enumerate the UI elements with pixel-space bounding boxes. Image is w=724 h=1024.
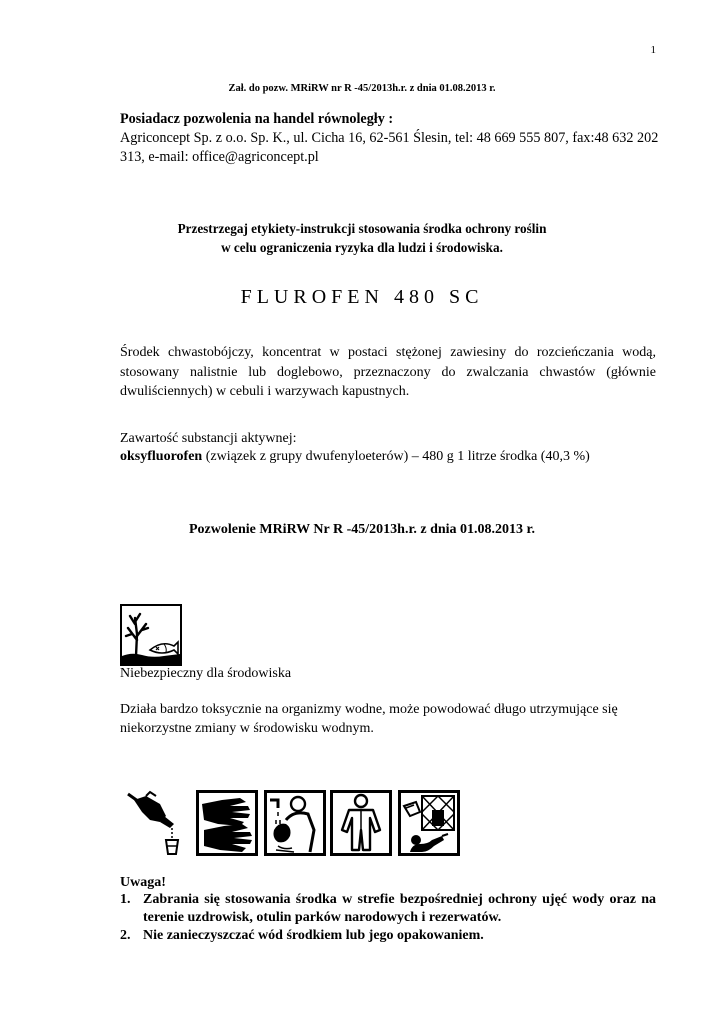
label-warning — [0, 219, 724, 257]
pour-concentrate-icon — [120, 790, 190, 858]
permit-number: Pozwolenie MRiRW Nr R -45/2013h.r. z dnia 01.08.2013 r. — [188, 522, 535, 537]
active-substance-label: Zawartość substancji aktywnej: — [120, 431, 297, 446]
dead-tree-fish-icon — [120, 604, 182, 666]
active-substance-name: oksyfluorofen — [120, 449, 203, 464]
list-item-text: Nie zanieczyszczać wód środkiem lub jego opakowaniem. — [143, 928, 484, 943]
uwaga-list — [120, 891, 656, 945]
holder-title: Posiadacz pozwolenia na handel równoległy : — [120, 111, 394, 127]
wash-after-use-icon — [264, 790, 326, 856]
list-item — [120, 891, 656, 927]
warning-line-1: Przestrzegaj etykiety-instrukcji stosowania środka ochrony roślin — [177, 221, 547, 236]
wear-protective-clothing-icon — [330, 790, 392, 856]
page-number: 1 — [650, 44, 656, 56]
holder-details: Agriconcept Sp. z o.o. Sp. K., ul. Cicha 16, 62-561 Ślesin, tel: 48 669 555 807, fax:48 632 202 313, e-mail: office@agriconcept.pl — [120, 130, 659, 165]
keep-locked-away-from-children-icon — [398, 790, 460, 856]
list-item-number: 1. — [120, 892, 131, 907]
product-name: FLUROFEN 480 SC — [240, 286, 484, 308]
hazard-statement: Działa bardzo toksycznie na organizmy wodne, może powodować długo utrzymujące się niekorzystne zmiany w środowisku wodnym. — [120, 702, 618, 736]
active-substance-line — [120, 449, 590, 465]
active-substance-details: (związek z grupy dwufenyloeterów) – 480 g 1 litrze środka (40,3 %) — [205, 449, 590, 464]
product-description: Środek chwastobójczy, koncentrat w postaci stężonej zawiesiny do rozcieńczania wodą, stosowany nalistnie lub doglebowo, przeznaczony do zwalczania chwastów (głównie dwuliściennych) w cebuli i warzywach kapustnych. — [120, 345, 656, 399]
warning-line-2: w celu ograniczenia ryzyka dla ludzi i środowiska. — [221, 240, 503, 255]
list-item-text: Zabrania się stosowania środka w strefie bezpośredniej ochrony ujęć wody oraz na terenie uzdrowisk, otulin parków narodowych i rezerwatów. — [143, 892, 656, 925]
environment-caption: Niebezpieczny dla środowiska — [120, 666, 292, 681]
permit-holder-block — [120, 110, 660, 167]
list-item-number: 2. — [120, 928, 131, 943]
uwaga-title: Uwaga! — [120, 875, 166, 890]
attachment-reference: Zał. do pozw. MRiRW nr R -45/2013h.r. z dnia 01.08.2013 r. — [228, 83, 496, 94]
list-item — [120, 927, 656, 945]
wear-gloves-icon — [196, 790, 258, 856]
